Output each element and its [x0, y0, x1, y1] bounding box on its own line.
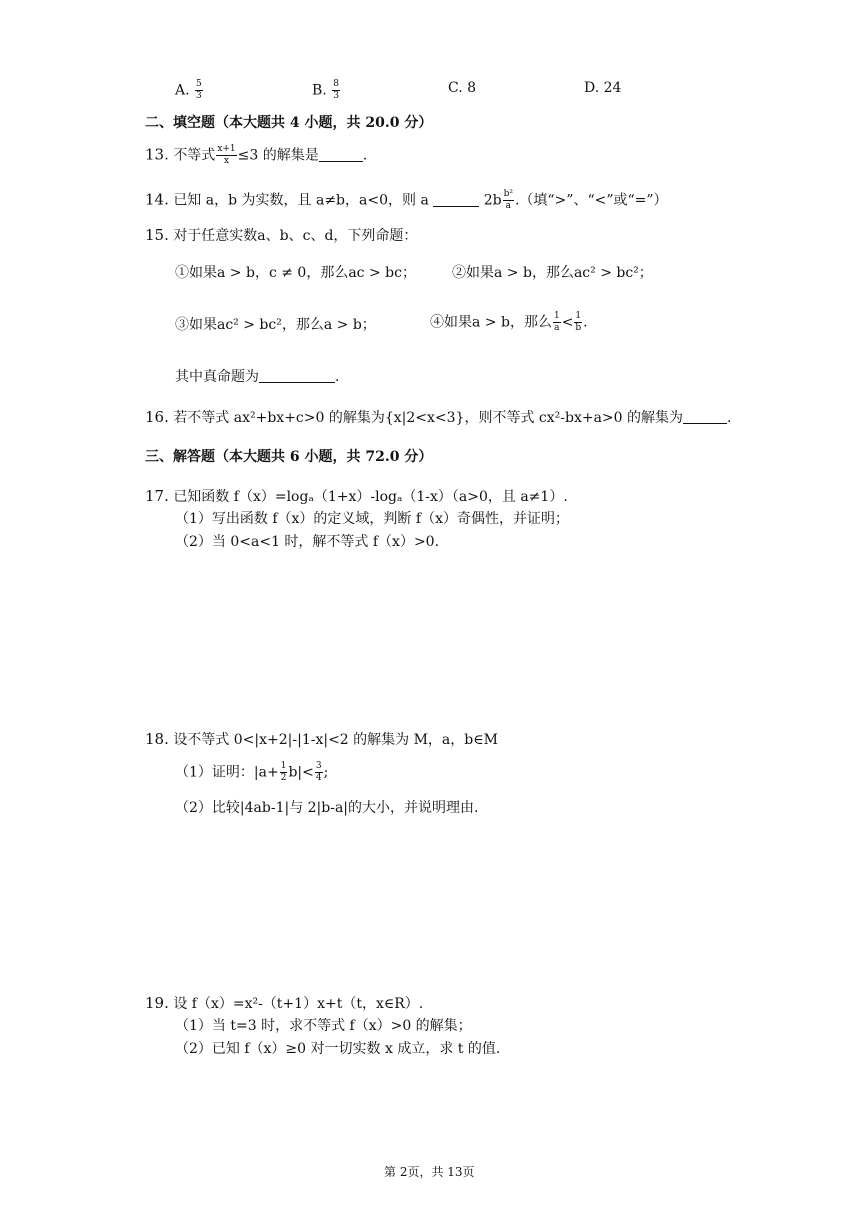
choice-b-fraction [332, 80, 340, 101]
question-17-part-2: （2）当 0<a<1 时，解不等式 f（x）>0. [175, 534, 440, 550]
frac-num: x+1 [217, 144, 236, 154]
fraction-1-2 [280, 762, 288, 783]
question-text: 已知 a，b 为实数，且 a≠b，a<0，则 a [173, 192, 429, 209]
choice-c: C. 8 [448, 80, 477, 96]
question-number: 13. [145, 145, 169, 164]
frac-den: a [554, 323, 560, 333]
question-19-part-2: （2）已知 f（x）≥0 对一切实数 x 成立，求 t 的值. [175, 1041, 501, 1057]
question-text-end: .（填“>”、“<”或“=”） [514, 192, 668, 209]
proposition-3: ③如果ac² > bc²，那么a > b； [175, 317, 376, 333]
question-number: 15. [145, 226, 169, 244]
page-footer: 第 2页，共 13页 [384, 1165, 475, 1179]
section-heading-solutions: 三、解答题（本大题共 6 小题，共 72.0 分） [145, 449, 433, 465]
question-16 [145, 410, 731, 425]
choice-a [175, 80, 204, 101]
question-number: 19. [145, 994, 169, 1012]
question-14 [145, 190, 668, 211]
punct: . [583, 314, 588, 331]
question-18-part-1 [175, 762, 328, 783]
proposition-4 [430, 312, 588, 333]
frac-den: 2 [280, 773, 287, 783]
question-text: 不等式 [173, 147, 216, 164]
proposition-4-text: ④如果a > b，那么 [430, 314, 552, 331]
question-text: 对于任意实数a、b、c、d，下列命题： [173, 228, 418, 244]
fraction-1-over-a [553, 312, 561, 333]
punct: . [335, 369, 340, 385]
question-13 [145, 145, 367, 166]
proposition-2: ②如果a > b，那么ac² > bc²； [452, 265, 653, 281]
answer-blank[interactable] [259, 370, 335, 383]
question-number: 16. [145, 408, 169, 426]
choice-a-label: A. [175, 82, 190, 99]
frac-den: a [505, 201, 511, 211]
frac-den: 3 [196, 91, 202, 101]
question-text: 若不等式 ax²+bx+c>0 的解集为{x|2<x<3}，则不等式 cx²-bx+a>0 的解集为 [173, 410, 684, 426]
question-17 [145, 489, 568, 504]
question-text: 设不等式 0<|x+2|-|1-x|<2 的解集为 M，a，b∈M [173, 732, 498, 748]
frac-num: 3 [315, 761, 322, 771]
question-19-part-1: （1）当 t=3 时，求不等式 f（x）>0 的解集； [175, 1018, 472, 1034]
question-15 [145, 228, 417, 243]
frac-den: 4 [315, 773, 322, 783]
fraction [216, 145, 236, 166]
question-19 [145, 996, 423, 1011]
frac-num: 5 [196, 79, 202, 89]
question-text-mid: 2b [483, 192, 502, 209]
fraction-1-over-b [574, 312, 582, 333]
choice-b-label: B. [312, 82, 327, 99]
frac-den: x [223, 156, 230, 166]
punct: ; [323, 764, 329, 781]
section-heading-fill-in: 二、填空题（本大题共 4 小题，共 20.0 分） [145, 115, 433, 131]
less-than: < [561, 314, 574, 331]
answer-blank[interactable] [433, 194, 479, 207]
frac-num: 1 [575, 311, 582, 321]
choice-d: D. 24 [584, 80, 622, 96]
proposition-1: ①如果a > b，c ≠ 0，那么ac > bc； [175, 265, 416, 281]
frac-num: 1 [553, 311, 560, 321]
question-17-part-1: （1）写出函数 f（x）的定义域，判断 f（x）奇偶性，并证明； [175, 511, 569, 527]
frac-num: 1 [280, 761, 287, 771]
question-text: 设 f（x）=x²-（t+1）x+t（t，x∈R）. [173, 996, 424, 1012]
question-18 [145, 732, 498, 747]
frac-num: 8 [333, 79, 339, 89]
punct: . [727, 410, 732, 426]
question-18-part-2: （2）比较|4ab-1|与 2|b-a|的大小，并说明理由. [175, 800, 479, 816]
fraction-3-4 [315, 762, 323, 783]
question-text: 已知函数 f（x）=logₐ（1+x）-logₐ（1-x）（a>0，且 a≠1）. [173, 489, 568, 505]
answer-prompt: 其中真命题为 [175, 369, 259, 385]
question-number: 18. [145, 730, 169, 748]
fraction [503, 190, 514, 211]
frac-den: b [575, 323, 582, 333]
frac-den: 3 [333, 91, 339, 101]
question-text-cont: ≤3 的解集是 [237, 147, 319, 164]
choice-a-fraction [195, 80, 203, 101]
punct: . [362, 147, 368, 164]
part-text: （1）证明：|a+ [175, 764, 279, 781]
part-text-mid: b|< [288, 764, 314, 781]
answer-blank[interactable] [683, 411, 727, 424]
question-number: 17. [145, 487, 169, 505]
frac-num: b² [503, 189, 513, 199]
question-number: 14. [145, 190, 169, 209]
answer-blank[interactable] [319, 149, 363, 162]
choice-b [312, 80, 341, 101]
question-15-answer [175, 370, 339, 384]
